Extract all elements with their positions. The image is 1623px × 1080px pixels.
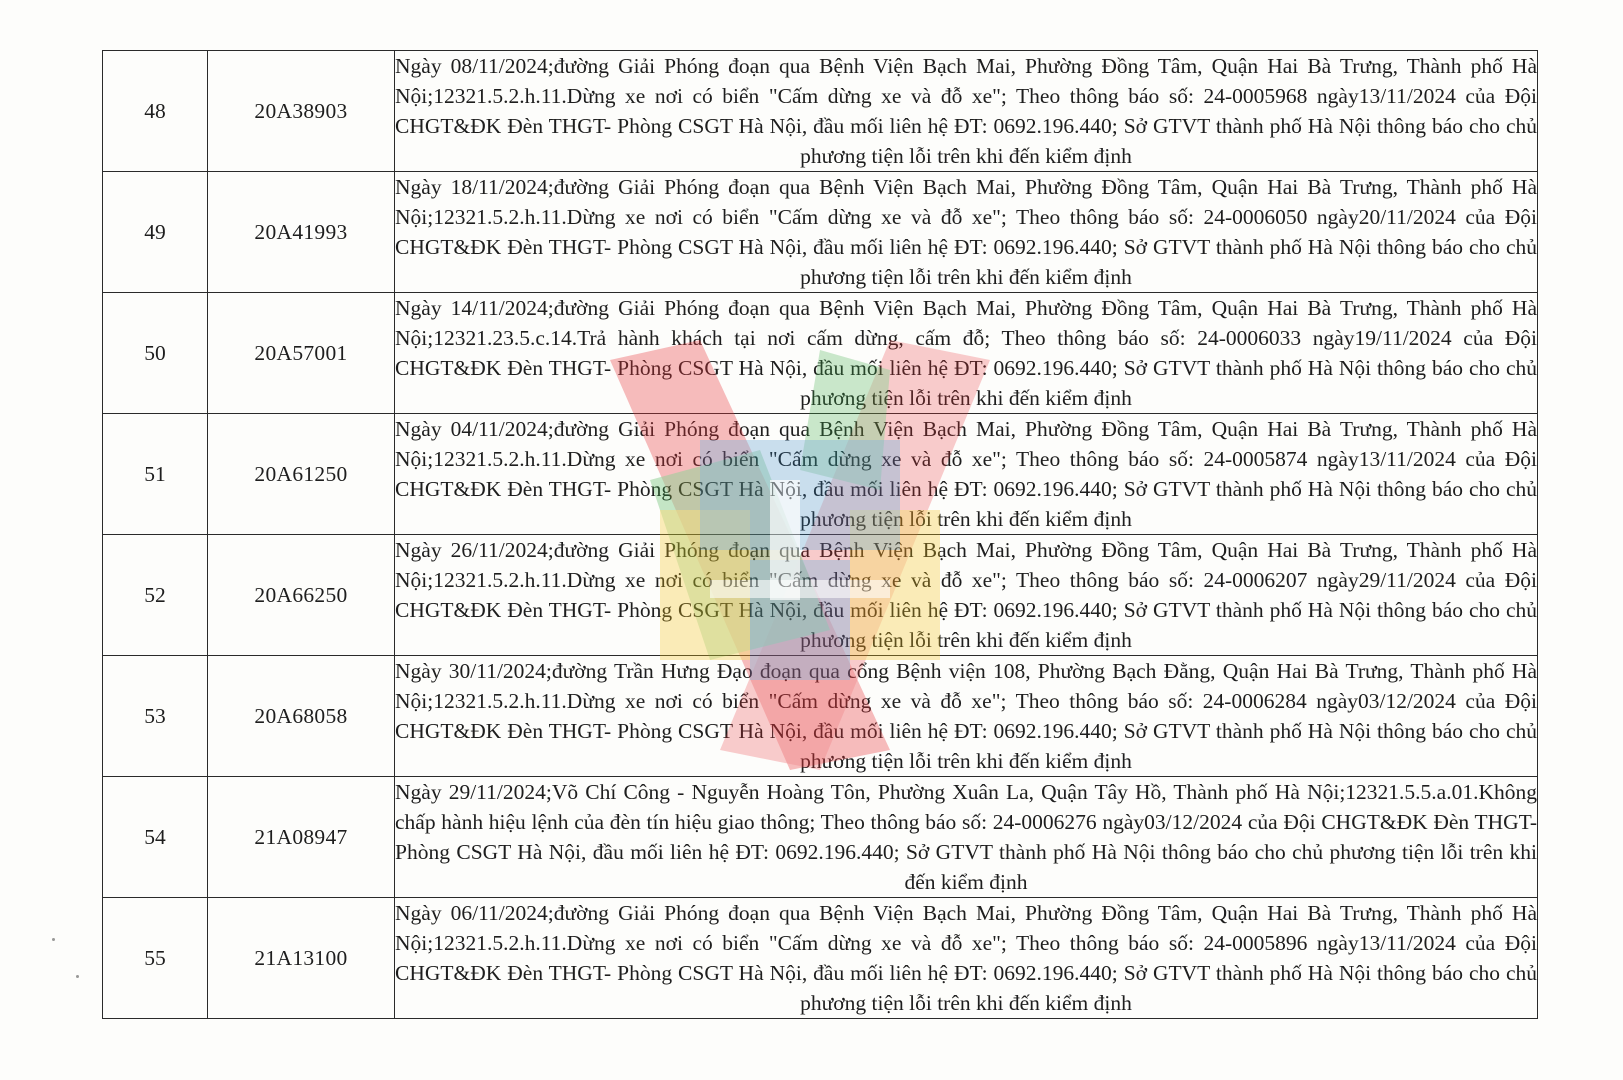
violation-description-text: Ngày 08/11/2024;đường Giải Phóng đoạn qua Bệnh Viện Bạch Mai, Phường Đồng Tâm, Quận Hai Bà Trưng, Thành phố Hà Nội;12321.5.2.h.11.Dừng xe nơi có biển "Cấm dừng xe và đỗ xe"; Theo thông báo số: 24-0005968 ngày13/11/2024 của Đội CHGT&ĐK Đèn THGT- Phòng CSGT Hà Nội, đầu mối liên hệ ĐT: 0692.196.440; Sở GTVT thành phố Hà Nội thông báo cho chủ phương tiện lỗi trên khi đến kiểm định — [395, 54, 1537, 168]
license-plate-cell: 20A68058 — [208, 656, 395, 777]
violation-description-cell — [395, 535, 1538, 656]
table-row — [103, 898, 1538, 1019]
table-row — [103, 51, 1538, 172]
license-plate-cell: 20A38903 — [208, 51, 395, 172]
violation-description-text: Ngày 04/11/2024;đường Giải Phóng đoạn qua Bệnh Viện Bạch Mai, Phường Đồng Tâm, Quận Hai Bà Trưng, Thành phố Hà Nội;12321.5.2.h.11.Dừng xe nơi có biển "Cấm dừng xe và đỗ xe"; Theo thông báo số: 24-0005874 ngày13/11/2024 của Đội CHGT&ĐK Đèn THGT- Phòng CSGT Hà Nội, đầu mối liên hệ ĐT: 0692.196.440; Sở GTVT thành phố Hà Nội thông báo cho chủ phương tiện lỗi trên khi đến kiểm định — [395, 417, 1537, 531]
license-plate-cell: 20A61250 — [208, 414, 395, 535]
violation-description-text: Ngày 30/11/2024;đường Trần Hưng Đạo đoạn qua cổng Bệnh viện 108, Phường Bạch Đằng, Quận Hai Bà Trưng, Thành phố Hà Nội;12321.5.2.h.11.Dừng xe nơi có biển "Cấm dừng xe và đỗ xe"; Theo thông báo số: 24-0006284 ngày03/12/2024 của Đội CHGT&ĐK Đèn THGT- Phòng CSGT Hà Nội, đầu mối liên hệ ĐT: 0692.196.440; Sở GTVT thành phố Hà Nội thông báo cho chủ phương tiện lỗi trên khi đến kiểm định — [395, 659, 1537, 773]
table-row — [103, 414, 1538, 535]
row-number-cell: 48 — [103, 51, 208, 172]
violation-description-cell — [395, 656, 1538, 777]
license-plate-cell: 21A13100 — [208, 898, 395, 1019]
row-number-cell: 55 — [103, 898, 208, 1019]
violation-description-cell — [395, 898, 1538, 1019]
row-number-cell: 53 — [103, 656, 208, 777]
violation-description-text: Ngày 29/11/2024;Võ Chí Công - Nguyễn Hoàng Tôn, Phường Xuân La, Quận Tây Hồ, Thành phố Hà Nội;12321.5.5.a.01.Không chấp hành hiệu lệnh của đèn tín hiệu giao thông; Theo thông báo số: 24-0006276 ngày03/12/2024 của Đội CHGT&ĐK Đèn THGT- Phòng CSGT Hà Nội, đầu mối liên hệ ĐT: 0692.196.440; Sở GTVT thành phố Hà Nội thông báo cho chủ phương tiện lỗi trên khi đến kiểm định — [395, 780, 1537, 894]
table-row — [103, 656, 1538, 777]
license-plate-cell: 20A41993 — [208, 172, 395, 293]
violations-table — [102, 50, 1538, 1019]
table-row — [103, 535, 1538, 656]
violation-description-text: Ngày 06/11/2024;đường Giải Phóng đoạn qua Bệnh Viện Bạch Mai, Phường Đồng Tâm, Quận Hai Bà Trưng, Thành phố Hà Nội;12321.5.2.h.11.Dừng xe nơi có biển "Cấm dừng xe và đỗ xe"; Theo thông báo số: 24-0005896 ngày13/11/2024 của Đội CHGT&ĐK Đèn THGT- Phòng CSGT Hà Nội, đầu mối liên hệ ĐT: 0692.196.440; Sở GTVT thành phố Hà Nội thông báo cho chủ phương tiện lỗi trên khi đến kiểm định — [395, 901, 1537, 1015]
row-number-cell: 51 — [103, 414, 208, 535]
table-row — [103, 172, 1538, 293]
table-row — [103, 293, 1538, 414]
scan-speck — [76, 975, 79, 978]
row-number-cell: 49 — [103, 172, 208, 293]
scan-speck — [52, 938, 55, 941]
violation-description-text: Ngày 14/11/2024;đường Giải Phóng đoạn qua Bệnh Viện Bạch Mai, Phường Đồng Tâm, Quận Hai Bà Trưng, Thành phố Hà Nội;12321.23.5.c.14.Trả hành khách tại nơi cấm dừng, cấm đỗ; Theo thông báo số: 24-0006033 ngày19/11/2024 của Đội CHGT&ĐK Đèn THGT- Phòng CSGT Hà Nội, đầu mối liên hệ ĐT: 0692.196.440; Sở GTVT thành phố Hà Nội thông báo cho chủ phương tiện lỗi trên khi đến kiểm định — [395, 296, 1537, 410]
row-number-cell: 52 — [103, 535, 208, 656]
violation-description-cell — [395, 51, 1538, 172]
violation-description-cell — [395, 293, 1538, 414]
violation-description-cell — [395, 414, 1538, 535]
violation-description-text: Ngày 18/11/2024;đường Giải Phóng đoạn qua Bệnh Viện Bạch Mai, Phường Đồng Tâm, Quận Hai Bà Trưng, Thành phố Hà Nội;12321.5.2.h.11.Dừng xe nơi có biển "Cấm dừng xe và đỗ xe"; Theo thông báo số: 24-0006050 ngày20/11/2024 của Đội CHGT&ĐK Đèn THGT- Phòng CSGT Hà Nội, đầu mối liên hệ ĐT: 0692.196.440; Sở GTVT thành phố Hà Nội thông báo cho chủ phương tiện lỗi trên khi đến kiểm định — [395, 175, 1537, 289]
license-plate-cell: 20A66250 — [208, 535, 395, 656]
violation-description-cell — [395, 777, 1538, 898]
row-number-cell: 54 — [103, 777, 208, 898]
license-plate-cell: 20A57001 — [208, 293, 395, 414]
license-plate-cell: 21A08947 — [208, 777, 395, 898]
table-row — [103, 777, 1538, 898]
violation-description-cell — [395, 172, 1538, 293]
row-number-cell: 50 — [103, 293, 208, 414]
violation-description-text: Ngày 26/11/2024;đường Giải Phóng đoạn qua Bệnh Viện Bạch Mai, Phường Đồng Tâm, Quận Hai Bà Trưng, Thành phố Hà Nội;12321.5.2.h.11.Dừng xe nơi có biển "Cấm dừng xe và đỗ xe"; Theo thông báo số: 24-0006207 ngày29/11/2024 của Đội CHGT&ĐK Đèn THGT- Phòng CSGT Hà Nội, đầu mối liên hệ ĐT: 0692.196.440; Sở GTVT thành phố Hà Nội thông báo cho chủ phương tiện lỗi trên khi đến kiểm định — [395, 538, 1537, 652]
